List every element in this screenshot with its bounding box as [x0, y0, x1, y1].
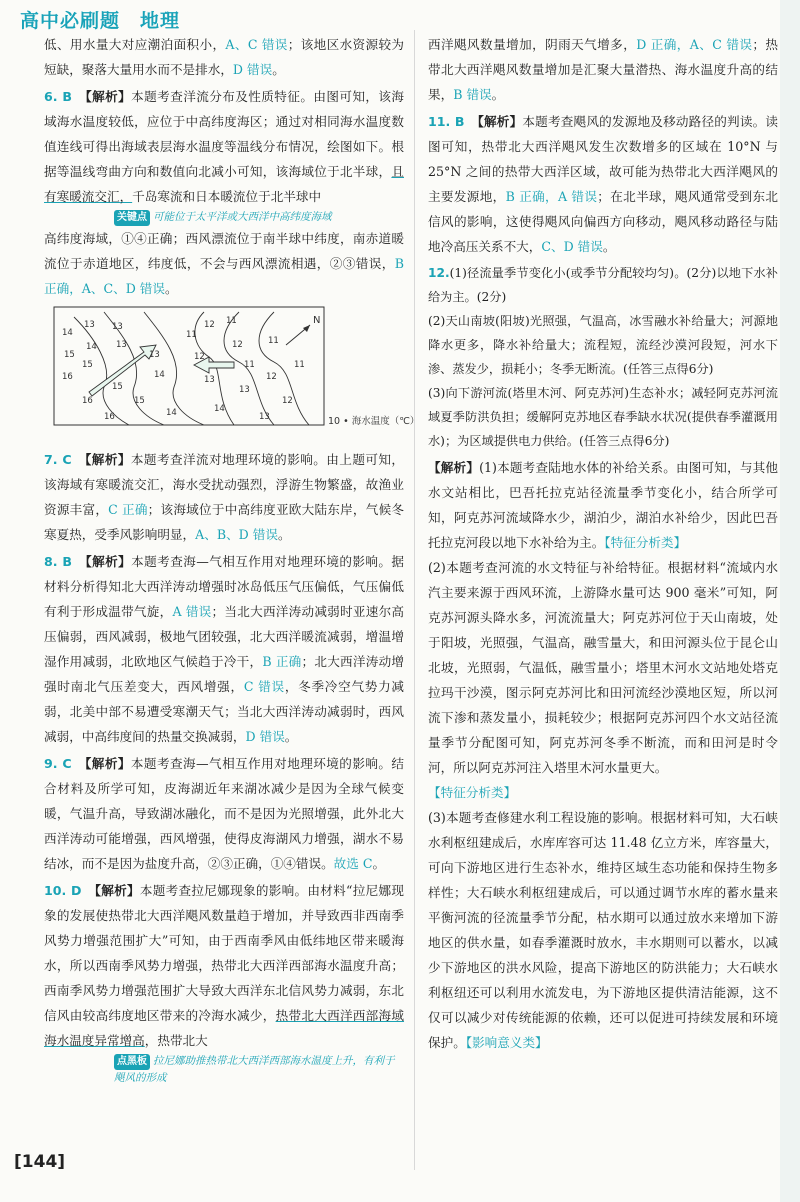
- answer-9: 9. C 【解析】本题考查海—气相互作用对地理环境的影响。结合材料及所学可知，皮海湖近年来湖冰减少是因为全球气候变暖，气温升高，导致湖冰融化，而不是因为光照增强，此外北大西洋涛动可能增强，西风增强，使得皮海湖风力增强，湖水不易结冰，而不是因为盐度升高，②③正确，①④错误。故选 C。: [44, 756, 405, 871]
- svg-text:14: 14: [62, 328, 73, 338]
- right-column: [428, 32, 778, 1055]
- category-tag-2: 【特征分析类】: [428, 785, 517, 800]
- page-edge-tint: [780, 0, 800, 1202]
- key-point-badge: 关键点: [114, 210, 150, 226]
- question-number: 6. B: [44, 89, 72, 104]
- answer-8: 8. B 【解析】本题考查海—气相互作用对地理环境的影响。据材料分析得知北大西洋涛动增强时冰岛低压气压偏低，气压偏低有利于形成温带气旋，A 错误；当北大西洋涛动减弱时亚速尔高压偏弱，西风减弱，极地气团较强，北大西洋暖流减弱，增温增湿作用减弱，北欧地区气候趋于冷干，B 正确；北大西洋涛动增强时南北气压差变大，西风增强，C 错误，冬季冷空气势力减弱，北美中部不易遭受寒潮天气；当北大西洋涛动减弱时，西风减弱，中高纬度间的热量交换减弱，D 错误。: [44, 554, 405, 744]
- margin-note: 点黑板 拉尼娜助推热带北大西洋西部海水温度上升，有利于飓风的形成: [114, 1055, 395, 1084]
- answer-10: 10. D 【解析】本题考查拉尼娜现象的影响。由材料“拉尼娜现象的发展使热带北大西洋飓风数量趋于增加，并导致西非西南季风势力增强范围扩大”可知，由于西南季风由低纬地区带来暖海水，所以西南季风势力增强，热带北大西洋西部海水温度升高；西南季风势力增强范围扩大导致大西洋东北信风势力减弱，东北信风由较高纬度地区带来的冷海水减少，热带北大西洋西部海域海水温度异常增高，热带北大: [44, 883, 405, 1048]
- svg-text:12: 12: [194, 352, 205, 362]
- svg-text:12: 12: [204, 320, 215, 330]
- svg-text:16: 16: [104, 412, 115, 422]
- svg-text:15: 15: [64, 350, 75, 360]
- answer-6-cont: 高纬度海域，①④正确；西风漂流位于南半球中纬度，南赤道暖流位于赤道地区，纬度低，不会与西风漂流相遇，②③错误，B 正确，A、C、D 错误。: [44, 231, 404, 296]
- category-tag: 【特征分析类】: [604, 535, 687, 550]
- answer-12-part2: (2)天山南坡(阳坡)光照强，气温高，冰雪融水补给量大；河源地降水更多，降水补给量大；流程短，流经沙漠河段短，河水下渗、蒸发少，损耗小；冬季无断流。(任答三点得6分): [428, 314, 778, 376]
- explanation-12-2: (2)本题考查河流的水文特征与补给特征。根据材料“流域内水汽主要来源于西风环流，上游降水量可达 900 毫米”可知，阿克苏河源头降水多，河流流量大；阿克苏河位于天山南坡，处于阳坡，光照强，气温高，融雪量大，和田河源头位于昆仑山北坡，光照弱，气温低，融雪量小；塔里木河水文站地处塔克拉玛干沙漠，图示阿克苏河比和田河流经沙漠地区短，所以河流下渗和蒸发量小，损耗较少；根据阿克苏河四个水文站径流量季节分配图可知，阿克苏河冬季不断流，而和田河是时令河，所以阿克苏河注入塔里木河水量更大。: [428, 560, 778, 775]
- answer-12-part1: 12.(1)径流量季节变化小(或季节分配较均匀)。(2分)以地下水补给为主。(2分): [428, 266, 778, 304]
- svg-text:12: 12: [266, 372, 277, 382]
- svg-text:11: 11: [226, 316, 237, 326]
- svg-text:13: 13: [149, 350, 160, 360]
- margin-note: 关键点 可能位于太平洋或大西洋中高纬度海域: [44, 209, 404, 226]
- explanation-12-1: 【解析】(1)本题考查陆地水体的补给关系。由图可知，与其他水文站相比，巴吾托拉克站径流量季节变化小，结合所学可知，阿克苏河流域降水少，湖泊少，湖泊水补给少，因此巴吾托拉克河段以地下水补给为主。【特征分析类】: [428, 460, 779, 550]
- blackboard-badge: 点黑板: [114, 1054, 150, 1070]
- svg-text:11: 11: [268, 336, 279, 346]
- svg-text:14: 14: [166, 408, 177, 418]
- answer-6: 6. B 【解析】本题考查洋流分布及性质特征。由图可知，该海域海水温度较低，应位于中高纬度海区；通过对相同海水温度数值连线可得出海域表层海水温度等温线分布情况，绘图如下。根据等温线弯曲方向和数值向北减小可知，该海域位于北半球，且有寒暖流交汇，千岛寒流和日本暖流位于北半球中: [44, 89, 405, 204]
- svg-text:14: 14: [214, 404, 225, 414]
- svg-text:11: 11: [244, 360, 255, 370]
- svg-text:15: 15: [134, 396, 145, 406]
- svg-text:11: 11: [186, 330, 197, 340]
- column-divider: [414, 30, 415, 1170]
- page-header: [20, 6, 180, 32]
- svg-text:11: 11: [294, 360, 305, 370]
- answer-7: 7. C 【解析】本题考查洋流对地理环境的影响。由上题可知，该海域有寒暖流交汇，海水受扰动强烈，浮游生物繁盛，故渔业资源丰富，C 正确；该海域位于中高纬度亚欧大陆东岸，气候冬寒夏热，受季风影响明显，A、B、D 错误。: [44, 452, 405, 542]
- svg-text:13: 13: [112, 322, 123, 332]
- page-title: 高中必刷题 地理: [20, 10, 181, 32]
- svg-text:14: 14: [86, 342, 97, 352]
- isotherm-values: [62, 316, 305, 422]
- svg-text:15: 15: [112, 382, 123, 392]
- explanation-12-3: (3)本题考查修建水利工程设施的影响。根据材料可知，大石峡水利枢纽建成后，水库库容可达 11.48 亿立方米，库容量大，可向下游地区进行生态补水，维持区域生态功能和保持生物多样性；大石峡水利枢纽建成后，可以通过调节水库的蓄水量来平衡河流的径流量季节分配，枯水期可以通过放水来增加下游地区的供水量，如春季灌溉时放水，丰水期则可以蓄水，以减少下游地区的洪水风险，提高下游地区的防洪能力；大石峡水利枢纽还可以利用水流发电，为下游地区提供清洁能源，这不仅可以减少对传统能源的依赖，还可以促进可持续发展和环境保护。【影响意义类】: [428, 810, 778, 1050]
- svg-text:16: 16: [62, 372, 73, 382]
- answer-12-part3: (3)向下游河流(塔里木河、阿克苏河)生态补水；减轻阿克苏河流域夏季防洪负担；缓解阿克苏地区春季缺水状况(提供春季灌溉用水)；为区域提供电力供给。(任答三点得6分): [428, 386, 778, 448]
- left-column: [44, 32, 420, 1086]
- north-arrow-head: [303, 325, 310, 332]
- answer-10-cont: 西洋飓风数量增加，阴雨天气增多，D 正确，A、C 错误；热带北大西洋飓风数量增加是汇聚大量潜热、海水温度升高的结果，B 错误。: [428, 37, 779, 102]
- svg-text:13: 13: [259, 412, 270, 422]
- svg-text:13: 13: [239, 385, 250, 395]
- page-number: [144]: [14, 1152, 66, 1172]
- svg-text:12: 12: [232, 340, 243, 350]
- svg-text:13: 13: [204, 375, 215, 385]
- figure-legend: 10 • 海水温度（℃）: [328, 416, 420, 427]
- svg-text:13: 13: [116, 340, 127, 350]
- svg-text:15: 15: [82, 360, 93, 370]
- svg-text:13: 13: [84, 320, 95, 330]
- category-tag: 【影响意义类】: [465, 1035, 548, 1050]
- svg-text:14: 14: [154, 370, 165, 380]
- svg-text:12: 12: [282, 396, 293, 406]
- isotherm-map: [54, 307, 420, 437]
- isotherm-figure: [54, 307, 420, 441]
- north-label: N: [313, 315, 321, 326]
- intro-paragraph: 低、用水量大对应潮泊面积小，A、C 错误；该地区水资源较为短缺，聚落大量用水而不是排水，D 错误。: [44, 37, 405, 77]
- svg-text:16: 16: [82, 396, 93, 406]
- answer-11: 11. B 【解析】本题考查飓风的发源地及移动路径的判读。读图可知，热带北大西洋飓风发生次数增多的区域在 10°N 与 25°N 之间的热带大西洋区域，故可能为热带北大西洋飓风的主要发源地，B 正确，A 错误；在北半球，飓风通常受到东北信风的影响，这使得飓风向偏西方向移动，飓风移动路径与陆地冷高压关系不大，C、D 错误。: [428, 114, 779, 254]
